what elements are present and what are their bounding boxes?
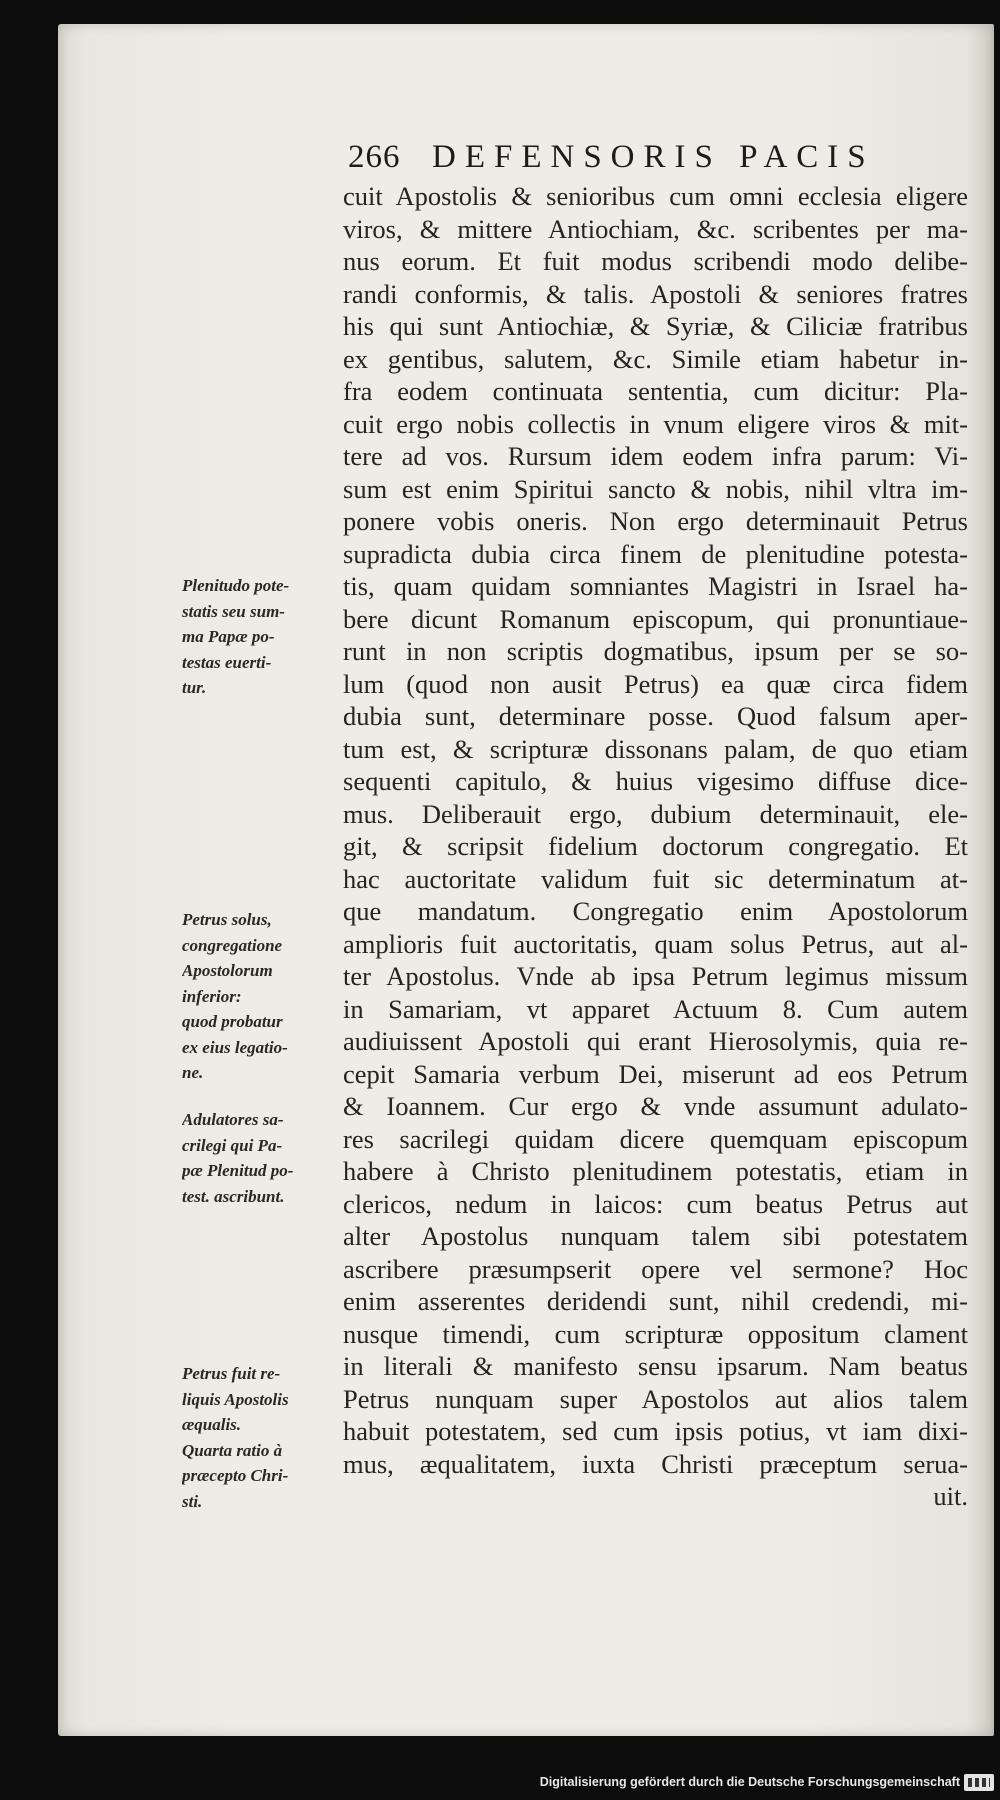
running-head bbox=[348, 134, 948, 180]
body-text-column bbox=[343, 180, 968, 1513]
body-line: randi conformis, & talis. Apostoli & seniores fratres bbox=[343, 278, 968, 309]
body-line: nusque timendi, cum scripturæ oppositum clament bbox=[343, 1318, 968, 1349]
body-line: alter Apostolus nunquam talem sibi potestatem bbox=[343, 1221, 968, 1251]
body-line: dubia sunt, determinare posse. Quod falsum aper- bbox=[343, 701, 968, 731]
body-line: amplioris fuit auctoritatis, quam solus Petrus, aut al- bbox=[343, 928, 968, 959]
marginal-note-adulatores bbox=[182, 1107, 332, 1209]
marginal-line: ma Papæ po- bbox=[182, 627, 275, 646]
marginal-note-petrus-aequalis bbox=[182, 1361, 332, 1514]
body-line: bere dicunt Romanum episcopum, qui pronuntiaue- bbox=[343, 603, 968, 634]
body-line: hac auctoritate validum fuit sic determinatum at- bbox=[343, 863, 968, 894]
body-line: ex gentibus, salutem, &c. Simile etiam habetur in- bbox=[343, 343, 968, 374]
page-number: 266 bbox=[348, 139, 401, 175]
funding-credit: Digitalisierung gefördert durch die Deutsche Forschungsgemeinschaft bbox=[539, 1775, 960, 1789]
marginal-line: quod probatur bbox=[182, 1012, 283, 1031]
marginal-line: ex eius legatio- bbox=[182, 1037, 288, 1057]
body-line: cuit Apostolis & senioribus cum omni ecclesia eligere bbox=[343, 181, 968, 211]
digitization-footer bbox=[0, 1770, 1000, 1800]
body-line: in Samariam, vt apparet Actuum 8. Cum autem bbox=[343, 993, 968, 1024]
body-line: supradicta dubia circa finem de plenitudine potesta- bbox=[343, 538, 968, 569]
marginal-line: Petrus fuit re- bbox=[182, 1364, 281, 1383]
marginal-line: æqualis. bbox=[182, 1415, 242, 1434]
marginal-line: test. ascribunt. bbox=[182, 1186, 285, 1206]
body-line: clericos, nedum in laicos: cum beatus Petrus aut bbox=[343, 1188, 968, 1219]
marginal-line: congregatione bbox=[182, 935, 283, 955]
body-line: Petrus nunquam super Apostolos aut alios talem bbox=[343, 1383, 968, 1414]
body-line: tere ad vos. Rursum idem eodem infra parum: Vi- bbox=[343, 441, 968, 471]
body-line: cepit Samaria verbum Dei, miserunt ad eos Petrum bbox=[343, 1058, 968, 1089]
body-line: sum est enim Spiritui sancto & nobis, nihil vltra im- bbox=[343, 473, 968, 504]
running-head-title: DEFENSORIS PACIS bbox=[432, 139, 875, 175]
body-line: git, & scripsit fidelium doctorum congregatio. Et bbox=[343, 831, 968, 861]
body-line: tis, quam quidam somniantes Magistri in Israel ha- bbox=[343, 571, 968, 601]
marginal-line: præcepto Chri- bbox=[182, 1466, 289, 1485]
body-line: mus. Deliberauit ergo, dubium determinauit, ele- bbox=[343, 798, 968, 829]
marginal-line: inferior: bbox=[182, 986, 242, 1006]
marginal-line: Apostolorum bbox=[182, 961, 273, 980]
marginal-note-plenitudo bbox=[182, 573, 332, 701]
body-line-last: uit. bbox=[933, 1481, 968, 1511]
dfg-logo-icon bbox=[964, 1774, 994, 1791]
body-line: tum est, & scripturæ dissonans palam, de quo etiam bbox=[343, 733, 968, 764]
body-line: audiuissent Apostoli qui erant Hierosolymis, quia re- bbox=[343, 1026, 968, 1056]
body-line: his qui sunt Antiochiæ, & Syriæ, & Ciliciæ fratribus bbox=[343, 311, 968, 341]
marginal-line: Petrus solus, bbox=[182, 910, 272, 929]
body-line: ponere vobis oneris. Non ergo determinauit Petrus bbox=[343, 506, 968, 536]
marginal-line: liquis Apostolis bbox=[182, 1389, 289, 1409]
body-line: viros, & mittere Antiochiam, &c. scribentes per ma- bbox=[343, 213, 968, 244]
body-line: res sacrilegi quidam dicere quemquam episcopum bbox=[343, 1123, 968, 1154]
marginal-line: testas euerti- bbox=[182, 652, 272, 672]
marginal-line: sti. bbox=[182, 1491, 203, 1511]
body-line: habere à Christo plenitudinem potestatis, etiam in bbox=[343, 1156, 968, 1186]
body-line: lum (quod non ausit Petrus) ea quæ circa fidem bbox=[343, 668, 968, 699]
marginal-line: tur. bbox=[182, 678, 207, 697]
body-line: nus eorum. Et fuit modus scribendi modo delibe- bbox=[343, 246, 968, 276]
marginal-line: statis seu sum- bbox=[182, 601, 285, 621]
body-line: fra eodem continuata sententia, cum dicitur: Pla- bbox=[343, 376, 968, 406]
body-line: & Ioannem. Cur ergo & vnde assumunt adulato- bbox=[343, 1091, 968, 1121]
marginal-line: Adulatores sa- bbox=[182, 1110, 284, 1129]
body-line: ascribere præsumpserit opere vel sermone? Hoc bbox=[343, 1253, 968, 1284]
body-line: habuit potestatem, sed cum ipsis potius, vt iam dixi- bbox=[343, 1416, 968, 1446]
marginal-line: pæ Plenitud po- bbox=[182, 1161, 294, 1180]
marginal-line: Plenitudo pote- bbox=[182, 576, 290, 595]
body-line: mus, æqualitatem, iuxta Christi præceptum serua- bbox=[343, 1448, 968, 1479]
marginal-line: Quarta ratio à bbox=[182, 1440, 283, 1460]
body-line: sequenti capitulo, & huius vigesimo diffuse dice- bbox=[343, 766, 968, 796]
marginal-line: crilegi qui Pa- bbox=[182, 1135, 283, 1155]
body-line: ter Apostolus. Vnde ab ipsa Petrum legimus missum bbox=[343, 961, 968, 991]
body-line: cuit ergo nobis collectis in vnum eligere viros & mit- bbox=[343, 408, 968, 439]
marginal-note-petrus-solus bbox=[182, 907, 332, 1086]
body-line: runt in non scriptis dogmatibus, ipsum per se so- bbox=[343, 636, 968, 666]
body-line: que mandatum. Congregatio enim Apostolorum bbox=[343, 896, 968, 926]
marginal-line: ne. bbox=[182, 1063, 204, 1082]
body-line: enim asserentes deridendi sunt, nihil credendi, mi- bbox=[343, 1286, 968, 1316]
body-line: in literali & manifesto sensu ipsarum. Nam beatus bbox=[343, 1351, 968, 1381]
